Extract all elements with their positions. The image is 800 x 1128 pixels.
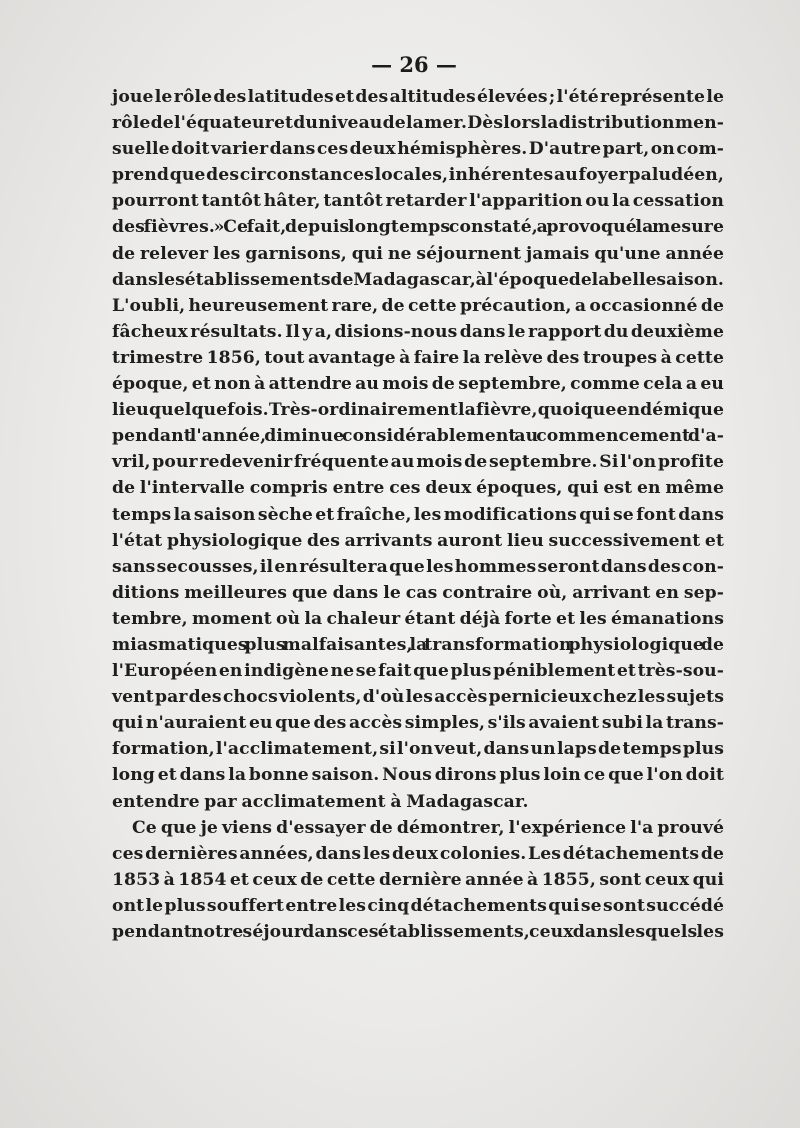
text-line: ces dernières années, dans les deux colonies. Les détachements de — [112, 843, 724, 864]
text-line: miasmatiques plus malfaisantes, la transformation physiologique de — [112, 634, 724, 655]
text-line: ditions meilleures que dans le cas contraire où, arrivant en sep- — [112, 582, 724, 603]
text-line: fâcheux résultats. Il y a, disions-nous dans le rapport du deuxième — [112, 321, 724, 342]
body-text — [112, 84, 724, 945]
page-number: — 26 — — [371, 52, 457, 77]
text-line: ont le plus souffert entre les cinq détachements qui se sont succédé — [112, 895, 724, 916]
text-line: formation, l'acclimatement, si l'on veut, dans un laps de temps plus — [112, 739, 724, 760]
text-line: l'Européen en indigène ne se fait que plus péniblement et très-sou- — [112, 661, 724, 682]
text-line: sans secousses, il en résultera que les hommes seront dans des con- — [112, 556, 724, 577]
text-line: vent par des chocs violents, d'où les accès pernicieux chez les sujets — [112, 687, 724, 708]
text-line: vril, pour redevenir fréquente au mois de septembre. Si l'on profite — [112, 452, 724, 473]
text-line: long et dans la bonne saison. Nous dirons plus loin ce que l'on doit — [112, 765, 724, 786]
text-line: l'état physiologique des arrivants auront lieu successivement et — [112, 530, 724, 551]
text-line: des fièvres. » Ce fait, depuis longtemps constaté, a provoqué la mesure — [112, 217, 724, 238]
text-line: joue le rôle des latitudes et des altitudes élevées ; l'été représente le — [112, 87, 724, 107]
text-line: tembre, moment où la chaleur étant déjà forte et les émanations — [112, 608, 724, 629]
text-line: pendant l'année, diminue considérablement au commencement d'a- — [112, 426, 724, 447]
text-line: de relever les garnisons, qui ne séjournent jamais qu'une année — [112, 243, 724, 264]
text-line: rôle de l'équateur et du niveau de la mer. Dès lors la distribution men- — [112, 113, 724, 134]
text-line: L'oubli, heureusement rare, de cette précaution, a occasionné de — [112, 295, 724, 316]
text-line: lieu quelquefois. Très-ordinairement la fièvre, quoique endémique — [112, 400, 724, 421]
text-line: 1853 à 1854 et ceux de cette dernière année à 1855, sont ceux qui — [112, 869, 724, 890]
text-line: trimestre 1856, tout avantage à faire la relève des troupes à cette — [112, 347, 724, 368]
text-line: de l'intervalle compris entre ces deux époques, qui est en même — [112, 478, 724, 499]
text-line: dans les établissements de Madagascar, à l'époque de la belle saison. — [112, 269, 724, 290]
text-line: suelle doit varier dans ces deux hémisphères. D'autre part, on com- — [112, 139, 724, 160]
text-line: pendant notre séjour dans ces établissements, ceux dans lesquels les — [112, 922, 724, 942]
text-line: entendre par acclimatement à Madagascar. — [112, 791, 529, 812]
text-line: temps la saison sèche et fraîche, les modifications qui se font dans — [112, 504, 724, 525]
text-line: Ce que je viens d'essayer de démontrer, l'expérience l'a prouvé — [132, 817, 724, 838]
text-line: époque, et non à attendre au mois de septembre, comme cela a eu — [112, 374, 724, 395]
text-line: prend que des circonstances locales, inhérentes au foyer paludéen, — [112, 165, 724, 186]
text-line: pourront tantôt hâter, tantôt retarder l'apparition ou la cessation — [112, 191, 724, 212]
text-line: qui n'auraient eu que des accès simples, s'ils avaient subi la trans- — [112, 713, 724, 734]
